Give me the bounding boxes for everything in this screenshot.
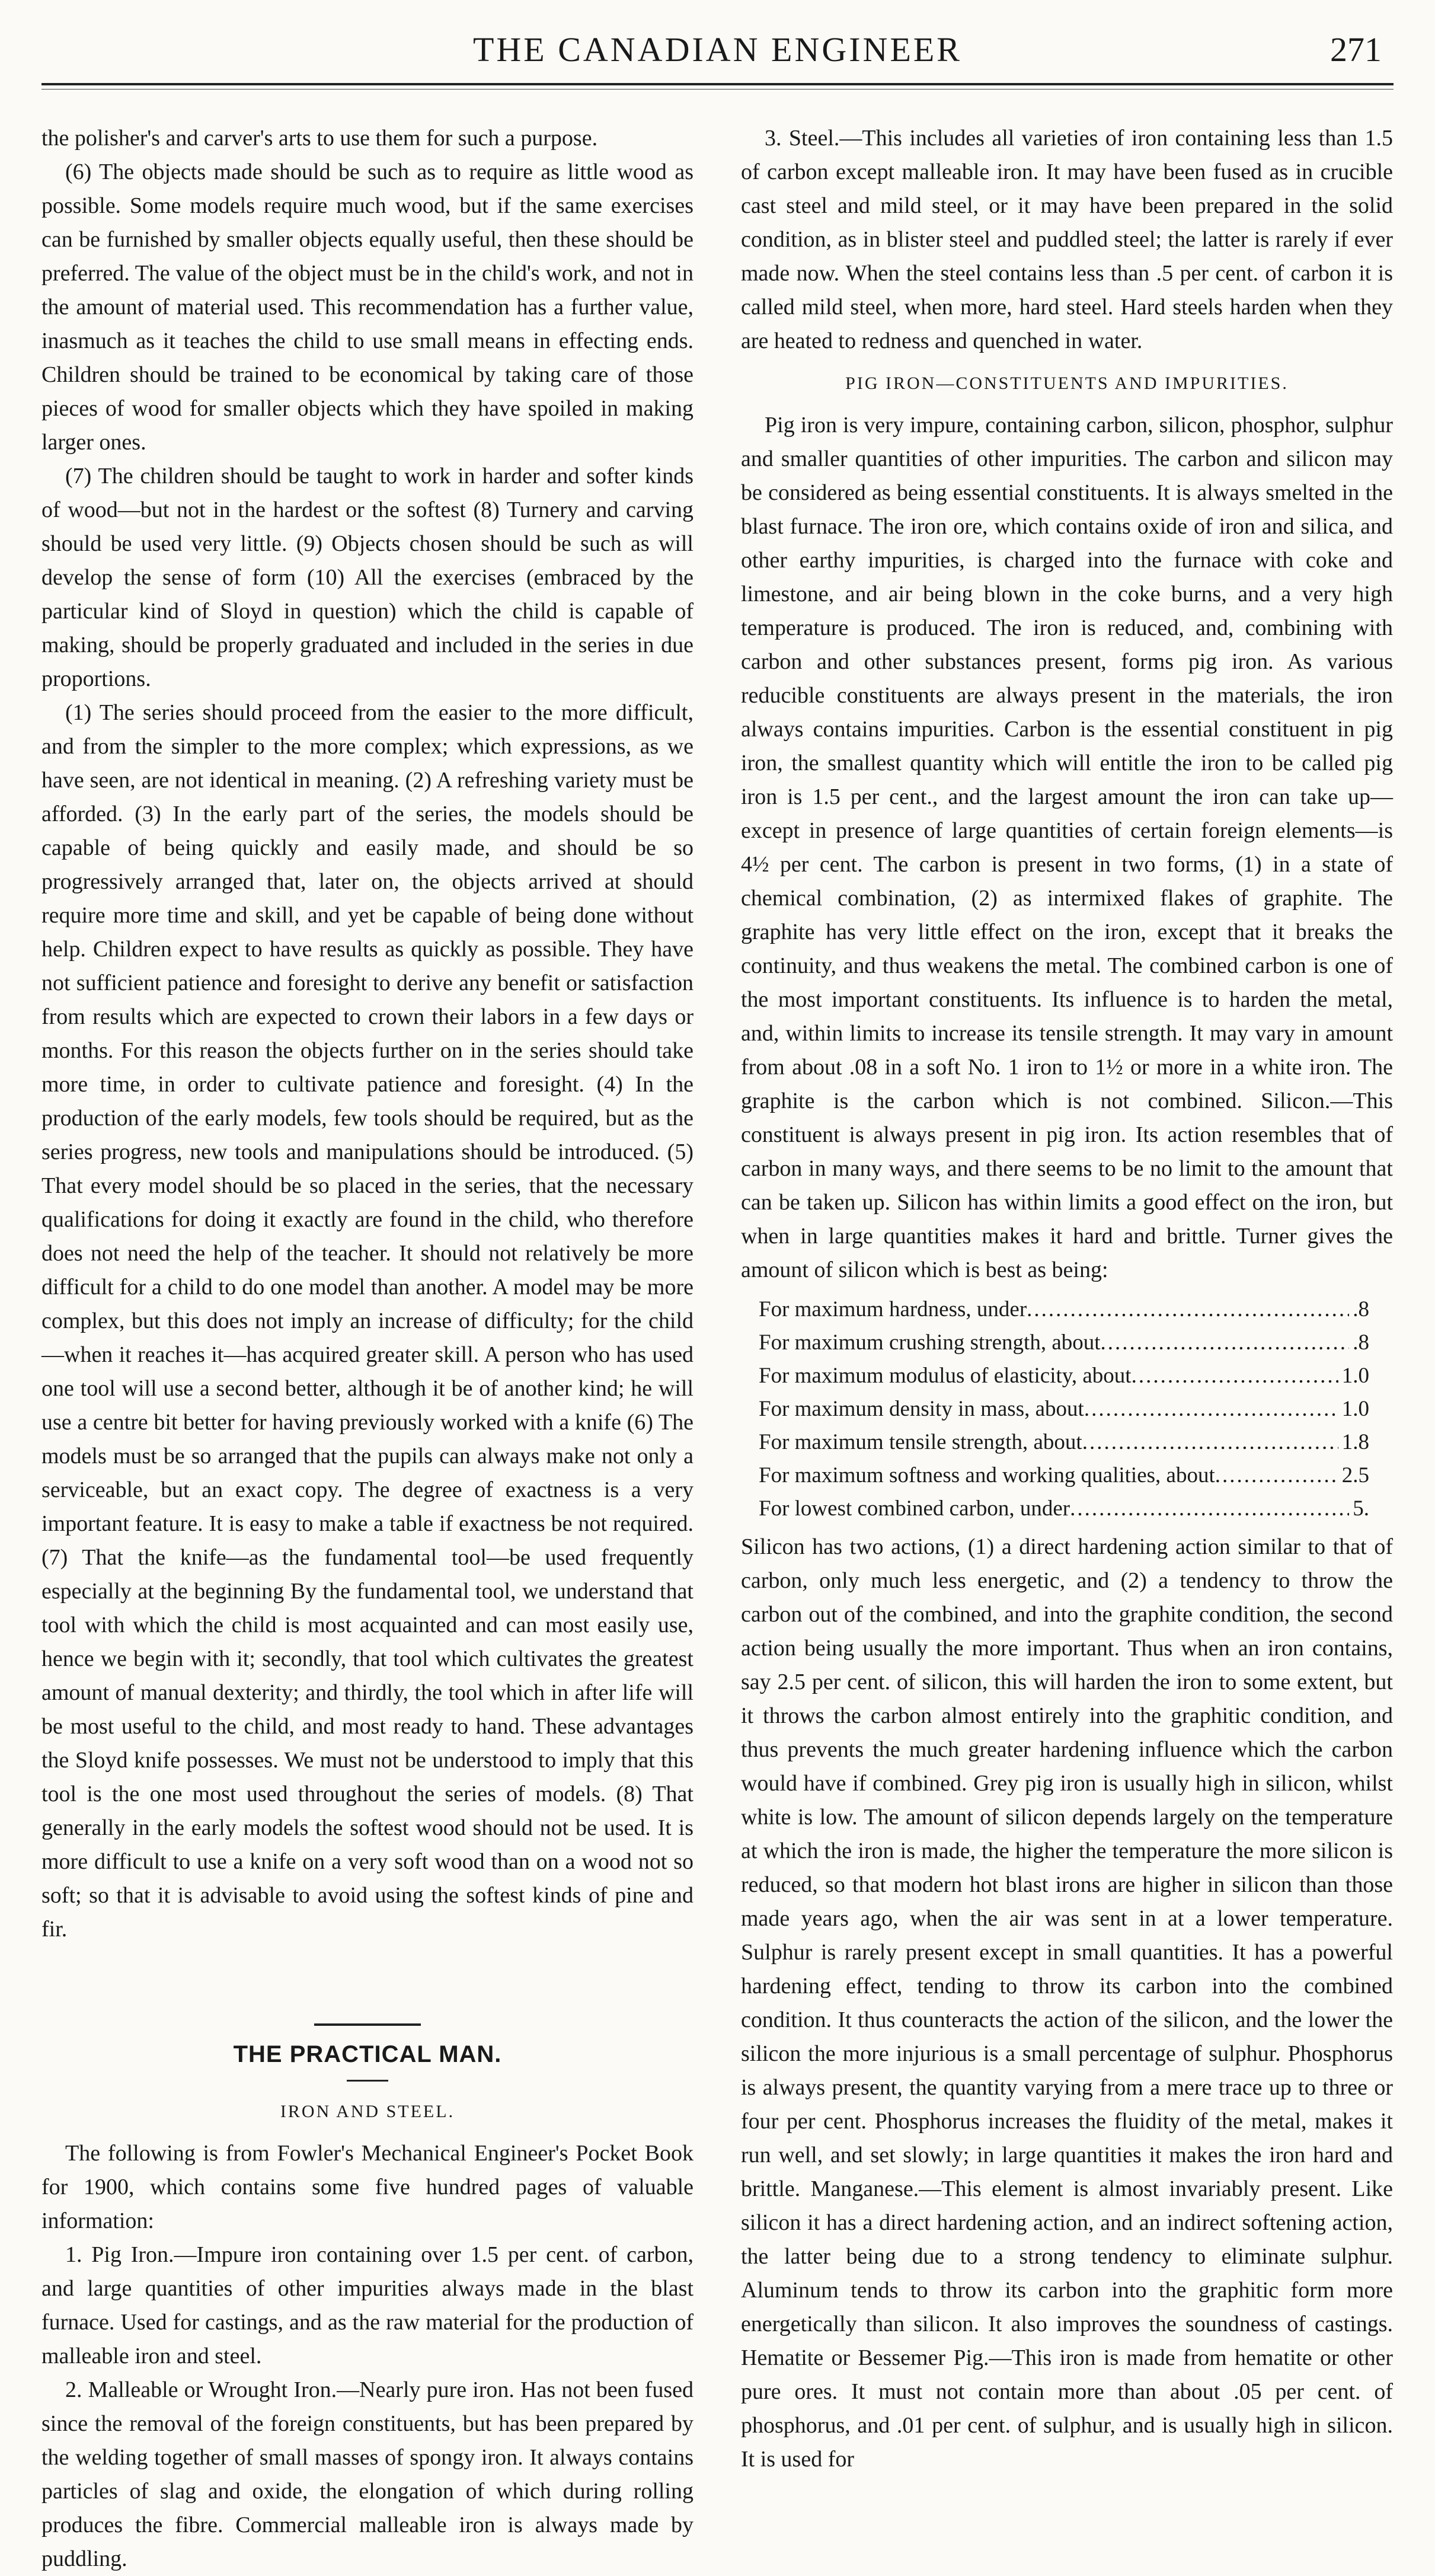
page-number: 271 xyxy=(1330,30,1382,69)
table-value: 2.5 xyxy=(1341,1463,1369,1487)
section-spacer xyxy=(41,1946,693,2012)
spacer xyxy=(41,2128,693,2137)
dot-leader xyxy=(1101,1326,1350,1359)
section-rule xyxy=(314,2023,421,2026)
table-label: For maximum tensile strength, about xyxy=(759,1430,1082,1454)
subheading: PIG IRON—CONSTITUENTS AND IMPURITIES. xyxy=(845,374,1289,393)
paragraph: Pig iron is very impure, containing carbon, silicon, phosphor, sulphur and smaller quantities of other impurities. The carbon and silicon may be considered as being essential constituents. It is always smelted in the blast furnace. The iron ore, which contains oxide of iron and silica, and other earthy impurities, is charged into the furnace with coke and limestone, and air being blown in the coke burns, and a very high temperature is produced. The iron is reduced, and, combining with carbon and other substances present, forms pig iron. As various reducible constituents are always present in the materials, the iron always contains impurities. Carbon is the essential constituent in pig iron, the smallest quantity which will entitle the iron to be called pig iron is 1.5 per cent., and the largest amount the iron can take up—except in presence of large quantities of certain foreign elements—is 4½ per cent. The carbon is present in two forms, (1) in a state of chemical combination, (2) as intermixed flakes of graphite. The graphite has very little effect on the iron, except that it breaks the continuity, and thus weakens the metal. The combined carbon is one of the most important constituents. Its influence is to harden the metal, and, within limits to increase its tensile strength. It may vary in amount from about .08 in a soft No. 1 iron to 1½ or more in a white iron. The graphite is the carbon which is not combined. Silicon.—This constituent is always present in pig iron. Its action resembles that of carbon in many ways, and there seems to be no limit to the amount that can be taken up. Silicon has within limits a good effect on the iron, but when in large quantities makes it hard and brittle. Turner gives the amount of silicon which is best as being: xyxy=(741,413,1393,1282)
spacer xyxy=(741,400,1393,408)
dot-leader xyxy=(1027,1293,1349,1326)
journal-title: THE CANADIAN ENGINEER xyxy=(472,30,962,69)
list-item: 2. Malleable or Wrought Iron.—Nearly pure iron. Has not been fused since the removal of the foreign constituents, but has been prepared by the welding together of small masses of spongy iron. It always contains particles of slag and oxide, the elongation of which during rolling produces the fibre. Commercial malleable iron is always made by puddling. xyxy=(41,2377,693,2571)
table-value: 1.0 xyxy=(1341,1397,1369,1421)
paragraph: Silicon has two actions, (1) a direct hardening action similar to that of carbon, only much less energetic, and (2) a tendency to throw the carbon out of the combined, and into the graphite condition, the second action being usually the more important. Thus when an iron contains, say 2.5 per cent. of silicon, this will harden the iron to some extent, but it throws the carbon almost entirely into the graphitic condition, and thus prevents the much greater hardening influence which the carbon would have if combined. Grey pig iron is usually high in silicon, whilst white is low. The amount of silicon depends largely on the temperature at which the iron is made, the higher the temperature the more silicon is reduced, so that modern hot blast irons are higher in silicon than those made years ago, when the air was sent in at a lower temperature. Sulphur is rarely present except in small quantities. It has a powerful hardening effect, tending to throw its carbon into the combined condition. It thus counteracts the action of the silicon, and the lower the silicon the more injurious is a small percentage of sulphur. Phosphorus is always present, the quantity varying from a mere trace up to three or four per cent. Phosphorus increases the fluidity of the metal, makes it run well, and set slowly; in large quantities it makes the iron hard and brittle. Manganese.—This element is almost invariably present. Like silicon it has a direct hardening action, and an indirect softening action, the latter being due to a strong tendency to eliminate sulphur. Aluminum tends to throw its carbon into the graphitic form more energetically than silicon. It also improves the soundness of castings. Hematite or Bessemer Pig.—This iron is made from hematite or other pure ores. It must not contain more than about .05 per cent. of phosphorus, and .01 per cent. of sulphur, and is usually high in silicon. It is used for xyxy=(741,1534,1393,2472)
section-title: THE PRACTICAL MAN. xyxy=(233,2041,502,2067)
table-row xyxy=(759,1359,1369,1393)
table-label: For maximum modulus of elasticity, about xyxy=(759,1364,1132,1388)
table-row xyxy=(759,1492,1369,1525)
paragraph: the polisher's and carver's arts to use them for such a purpose. xyxy=(41,126,598,151)
table-value: 1.0 xyxy=(1341,1364,1369,1388)
spacer xyxy=(741,358,1393,366)
dot-leader xyxy=(1082,1426,1338,1459)
table-label: For lowest combined carbon, under xyxy=(759,1496,1070,1521)
subheading: IRON AND STEEL. xyxy=(280,2102,455,2121)
header-rule-thin xyxy=(41,89,1394,90)
paragraph: The following is from Fowler's Mechanical Engineer's Pocket Book for 1900, which contains some five hundred pages of valuable information: xyxy=(41,2141,693,2233)
table-label: For maximum softness and working qualities, about xyxy=(759,1463,1215,1487)
paragraph: (7) The children should be taught to work in harder and softer kinds of wood—but not in the hardest or the softest (8) Turnery and carving should be used very little. (9) Objects chosen should be such as will develop the sense of form (10) All the exercises (embraced by the particular kind of Sloyd in question) which the child is capable of making, should be properly graduated and included in the series in due proportions. xyxy=(41,464,693,691)
list-item: 1. Pig Iron.—Impure iron containing over 1.5 per cent. of carbon, and large quantities of other impurities always made in the blast furnace. Used for castings, and as the raw material for the production of malleable iron and steel. xyxy=(41,2242,693,2368)
section-rule-small xyxy=(347,2080,388,2082)
table-value: 5. xyxy=(1353,1496,1369,1521)
dot-leader xyxy=(1215,1459,1338,1492)
list-item: 3. Steel.—This includes all varieties of iron containing less than 1.5 of carbon except malleable iron. It may have been fused as in crucible cast steel and mild steel, or it may have been prepared in the solid condition, as in blister steel and puddled steel; the latter is rarely if ever made now. When the steel contains less than .5 per cent. of carbon it is called mild steel, when more, hard steel. Hard steels harden when they are heated to redness and quenched in water. xyxy=(741,126,1393,353)
running-header xyxy=(41,24,1394,95)
dot-leader xyxy=(1070,1492,1349,1525)
right-column xyxy=(741,122,1393,2476)
dot-leader xyxy=(1132,1359,1338,1393)
dot-leader xyxy=(1084,1393,1338,1426)
table-label: For maximum density in mass, about xyxy=(759,1397,1084,1421)
table-label: For maximum crushing strength, about xyxy=(759,1330,1101,1355)
table-value: 1.8 xyxy=(1341,1430,1369,1454)
table-value: .8 xyxy=(1353,1330,1369,1355)
table-value: .8 xyxy=(1353,1297,1369,1321)
paragraph: (6) The objects made should be such as to require as little wood as possible. Some models require much wood, but if the same exercises can be furnished by smaller objects equally useful, then these should be preferred. The value of the object must be in the child's work, and not in the amount of material used. This recommendation has a further value, inasmuch as it teaches the child to use small means in effecting ends. Children should be trained to be economical by taking care of those pieces of wood for smaller objects which they have spoiled in making larger ones. xyxy=(41,159,693,455)
paragraph: (1) The series should proceed from the easier to the more difficult, and from the simpler to the more complex; which expressions, as we have seen, are not identical in meaning. (2) A refreshing variety must be afforded. (3) In the early part of the series, the models should be capable of being quickly and easily made, and should be so progressively arranged that, later on, the objects arrived at should require more time and skill, and yet be capable of being done without help. Children expect to have results as quickly as possible. They have not sufficient patience and foresight to derive any benefit or satisfaction from results which are expected to crown their labors in a few days or months. For this reason the objects further on in the series should take more time, in order to cultivate patience and foresight. (4) In the production of the early models, few tools should be required, but as the series progress, new tools and manipulations should be introduced. (5) That every model should be so placed in the series, that the necessary qualifications for doing it exactly are found in the child, who therefore does not need the help of the teacher. It should not relatively be more difficult for a child to do one model than another. A model may be more complex, but this does not imply an increase of difficulty; for the child—when it reaches it—has acquired greater skill. A person who has used one tool will use a second better, although it be of another kind; he will use a centre bit better for having previously worked with a knife (6) The models must be so arranged that the pupils can always make not only a serviceable, but an exact copy. The degree of exactness is a very important feature. It is easy to make a table if exactness be not required. (7) That the knife—as the fundamental tool—be used frequently especially at the beginning By the fundamental tool, we understand that tool with which the child is most acquainted and can most easily use, hence we begin with it; secondly, that tool which cultivates the greatest amount of manual dexterity; and thirdly, the tool which in after life will be most useful to the child, and most ready to hand. These advantages the Sloyd knife possesses. We must not be understood to imply that this tool is the one most used throughout the series of models. (8) That generally in the early models the softest wood should not be used. It is more difficult to use a knife on a very soft wood than on a wood not so soft; so that it is advisable to avoid using the softest kinds of pine and fir. xyxy=(41,700,693,1942)
table-row xyxy=(759,1326,1369,1359)
left-column xyxy=(41,122,693,2576)
header-rule xyxy=(41,83,1394,85)
table-row xyxy=(759,1393,1369,1426)
table-row xyxy=(759,1293,1369,1326)
table-row xyxy=(759,1459,1369,1492)
table-label: For maximum hardness, under xyxy=(759,1297,1027,1321)
table-row xyxy=(759,1426,1369,1459)
silicon-table xyxy=(759,1293,1369,1525)
